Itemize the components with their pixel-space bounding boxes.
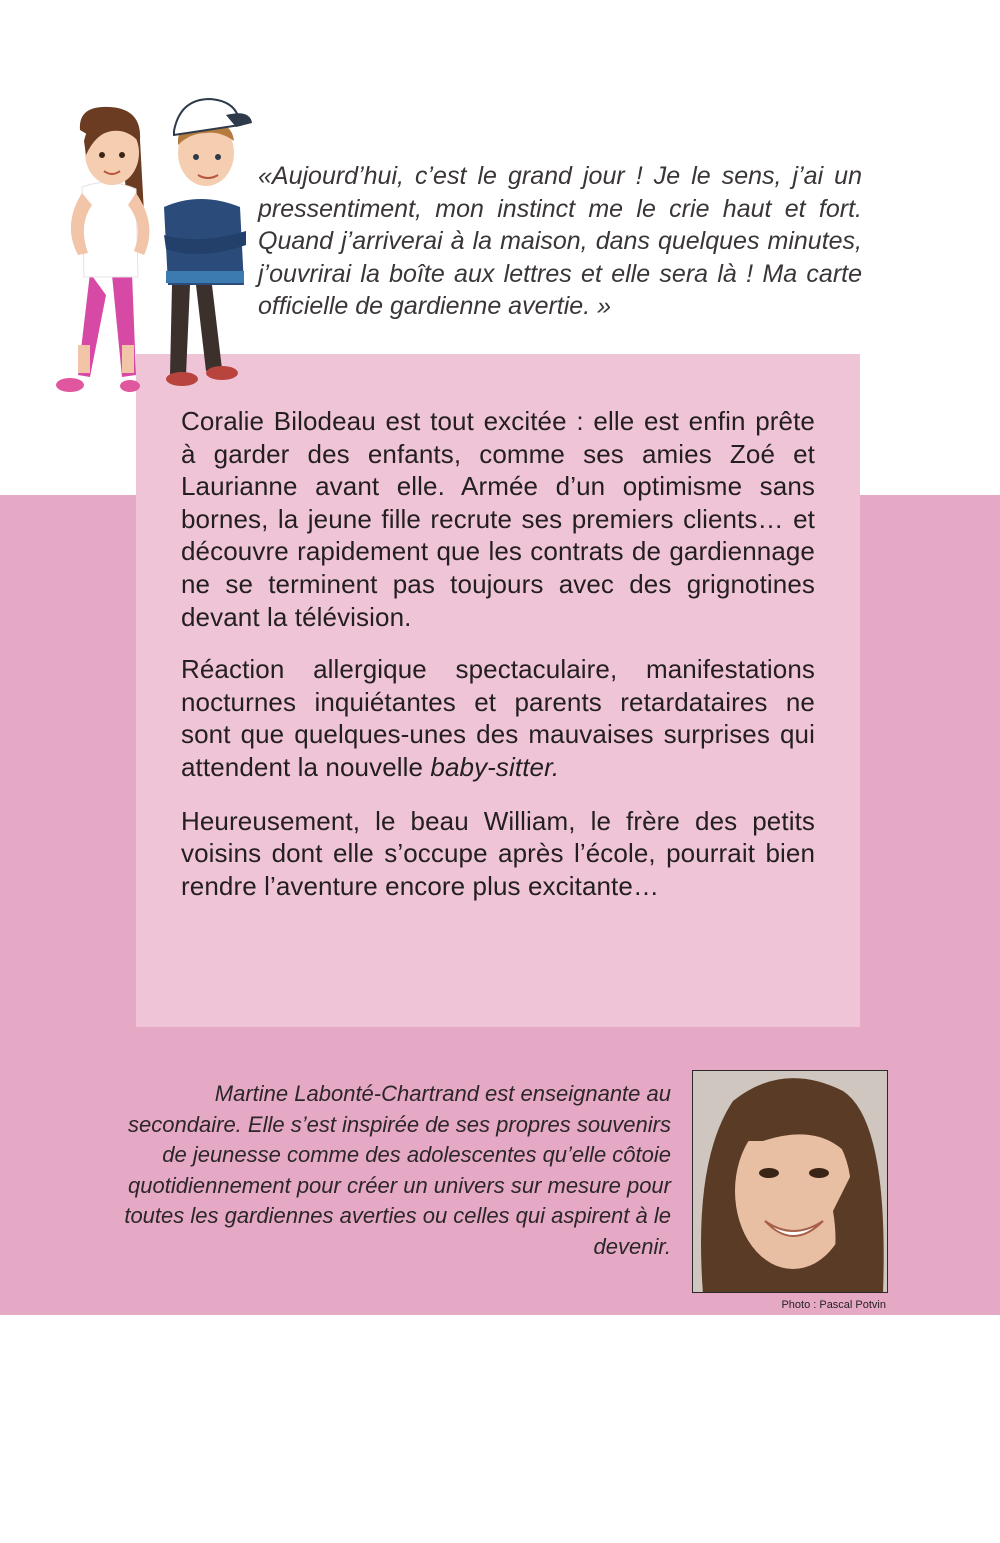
book-summary <box>181 405 815 922</box>
quote-text: Aujourd’hui, c’est le grand jour ! Je le sens, j’ai un pressentiment, mon instinct me le crie haut et fort. Quand j’arriverai à la maison, dans quelques minutes, j’ouvrirai la boîte aux lettres et elle sera là ! Ma carte officielle de gardienne avertie. <box>258 162 862 320</box>
quote-close-mark: » <box>597 292 612 320</box>
opening-quote <box>258 160 862 323</box>
quote-open-mark: « <box>258 162 272 190</box>
summary-paragraph-1: Coralie Bilodeau est tout excitée : elle est enfin prête à garder des enfants, comme ses amies Zoé et Laurianne avant elle. Armée d’un optimisme sans bornes, la jeune fille recrute ses premiers clients… et découvre rapidement que les contrats de gardiennage ne se terminent pas toujours avec des grignotines devant la télévision. <box>181 406 815 632</box>
girl-illustration <box>56 107 149 392</box>
boy-illustration <box>164 99 252 386</box>
kids-illustration <box>40 95 260 400</box>
summary-paragraph-2-text: Réaction allergique spectaculaire, manifestations nocturnes inquiétantes et parents retardataires ne sont que quelques-unes des mauvaises surprises qui attendent la nouvelle <box>181 654 815 782</box>
summary-paragraph-2 <box>181 653 815 783</box>
summary-paragraph-2-italic: baby-sitter. <box>430 751 560 782</box>
photo-credit: Photo : Pascal Potvin <box>781 1299 886 1311</box>
summary-paragraph-3: Heureusement, le beau William, le frère des petits voisins dont elle s’occupe après l’école, pourrait bien rendre l’aventure encore plus excitante… <box>181 805 815 901</box>
author-photo <box>692 1070 888 1293</box>
author-bio: Martine Labonté-Chartrand est enseignante au secondaire. Elle s’est inspirée de ses propres souvenirs de jeunesse comme des adolescentes qu’elle côtoie quotidiennement pour créer un univers sur mesure pour toutes les gardiennes averties ou celles qui aspirent à le devenir. <box>124 1081 671 1259</box>
